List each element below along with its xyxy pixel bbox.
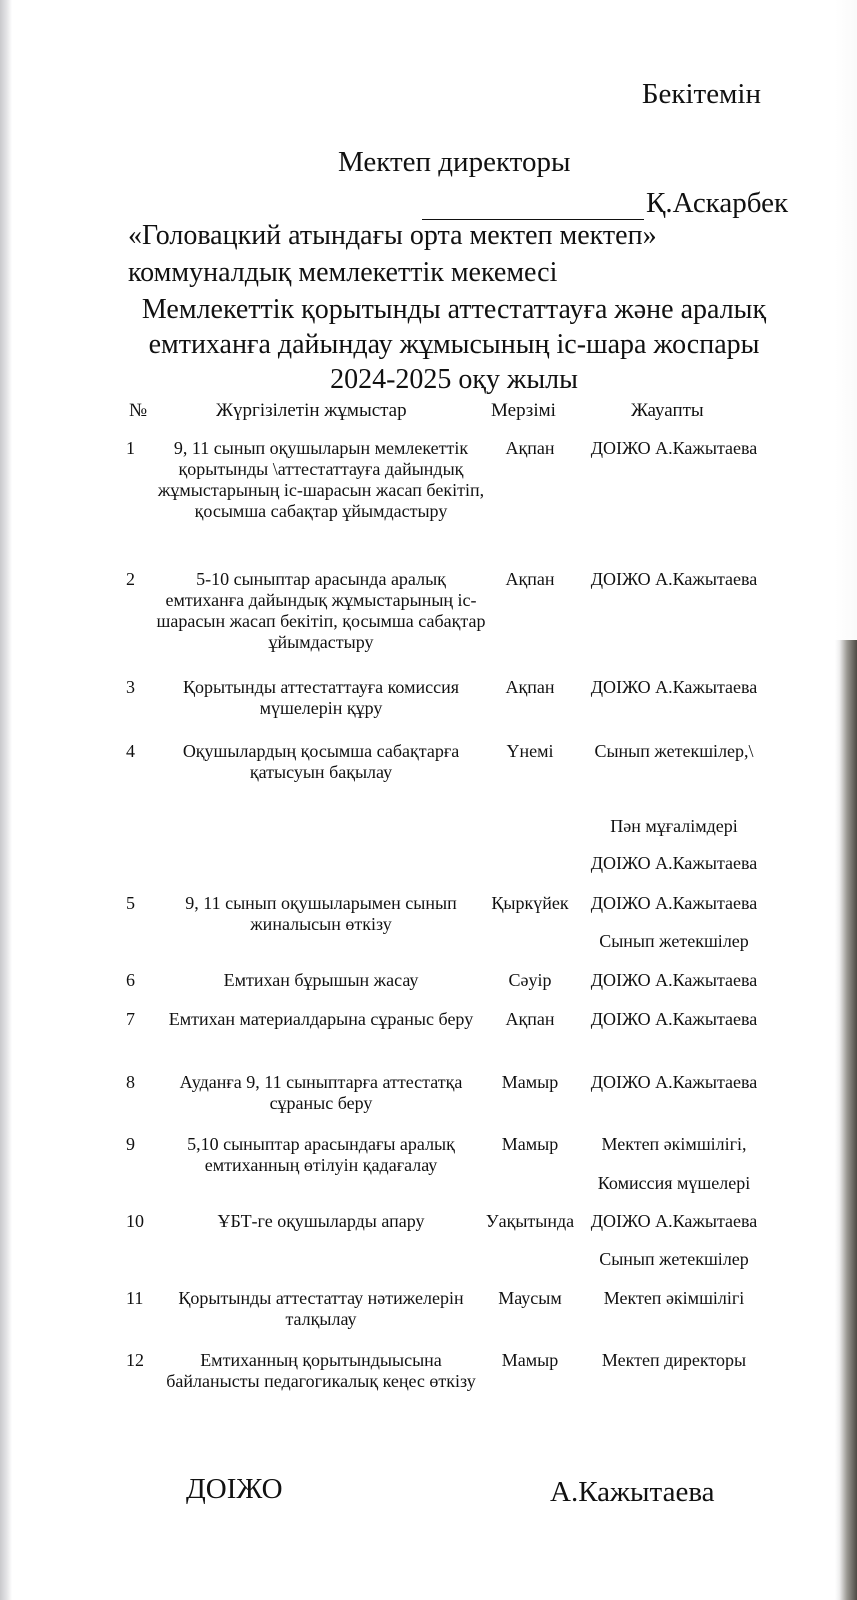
photo-edge-left	[0, 0, 12, 1600]
row-work: Емтихан материалдарына сұраныс беру	[168, 1009, 474, 1029]
row-responsible: ДОІЖО А.Кажытаева	[590, 569, 758, 589]
row-work: 9, 11 сынып оқушыларымен сынып жиналысын өткізу	[185, 893, 457, 934]
approval-label: Бекітемін	[641, 78, 761, 110]
column-header-term: Мерзімі	[491, 400, 556, 421]
row-work: Емтиханның қорытындыысына байланысты педагогикалық кеңес өткізу	[166, 1350, 476, 1391]
row-work: 9, 11 сынып оқушыларын мемлекеттік қорытынды \аттестаттауға дайындық жұмыстарының іс-шарасын жасап бекітіп, қосымша сабақтар ұйымдастыру	[157, 438, 485, 521]
row-work: Оқушылардың қосымша сабақтарға қатысуын бақылау	[182, 741, 460, 782]
row-term: Мамыр	[501, 1072, 559, 1092]
row-term: Сәуір	[508, 970, 552, 990]
row-number: 4	[126, 741, 135, 761]
row-work: 5,10 сыныптар арасындағы аралық емтиханның өтілуін қадағалау	[187, 1134, 455, 1175]
column-header-work: Жүргізілетін жұмыстар	[216, 400, 407, 421]
row-responsible-extra: ДОІЖО А.Кажытаева	[590, 853, 758, 873]
row-term: Қыркүйек	[491, 893, 569, 913]
row-number: 2	[126, 569, 135, 589]
row-number: 9	[126, 1134, 135, 1154]
row-responsible-extra: Пән мұғалімдері	[610, 816, 738, 836]
row-term: Маусым	[498, 1288, 562, 1308]
footer-name: А.Кажытаева	[550, 1476, 715, 1508]
column-header-number: №	[129, 400, 148, 421]
row-number: 3	[126, 677, 135, 697]
row-term: Үнемі	[506, 741, 554, 761]
document-title: Мемлекеттік қорытынды аттестаттауға және аралық емтиханға дайындау жұмысының іс-шара жоспары 2024-2025 оқу жылы	[141, 294, 767, 395]
row-number: 11	[126, 1288, 144, 1308]
row-number: 6	[126, 970, 135, 990]
row-responsible: ДОІЖО А.Кажытаева	[590, 438, 758, 458]
row-responsible: ДОІЖО А.Кажытаева	[590, 970, 758, 990]
row-number: 8	[126, 1072, 135, 1092]
row-work: ҰБТ-ге оқушыларды апару	[217, 1211, 425, 1231]
row-term: Ақпан	[505, 677, 555, 697]
director-title: Мектеп директоры	[338, 146, 571, 178]
row-term: Ақпан	[505, 438, 555, 458]
row-responsible: ДОІЖО А.Кажытаева	[590, 677, 758, 697]
column-header-responsible: Жауапты	[631, 400, 704, 421]
row-number: 10	[126, 1211, 144, 1231]
row-work: Қорытынды аттестаттауға комиссия мүшелерін құру	[182, 677, 460, 718]
row-responsible: ДОІЖО А.Кажытаева	[590, 1211, 758, 1231]
row-responsible-extra: Сынып жетекшілер	[599, 1249, 749, 1269]
row-term: Мамыр	[501, 1134, 559, 1154]
row-responsible-extra: Комиссия мүшелері	[597, 1173, 751, 1193]
row-responsible: ДОІЖО А.Кажытаева	[590, 893, 758, 913]
document-page	[12, 0, 835, 1600]
row-responsible: ДОІЖО А.Кажытаева	[590, 1009, 758, 1029]
row-number: 7	[126, 1009, 135, 1029]
row-number: 5	[126, 893, 135, 913]
row-term: Мамыр	[501, 1350, 559, 1370]
photo-edge-right-top	[835, 0, 857, 640]
row-term: Ақпан	[505, 569, 555, 589]
row-term: Уақытында	[485, 1211, 575, 1231]
signature-blank	[422, 191, 644, 220]
director-signature-line	[422, 187, 788, 220]
school-name-line1: «Головацкий атындағы орта мектеп мектеп»	[128, 220, 657, 251]
row-responsible: Сынып жетекшілер,\	[594, 741, 754, 761]
row-number: 12	[126, 1350, 144, 1370]
row-responsible: Мектеп әкімшілігі,	[601, 1134, 747, 1154]
row-work: Емтихан бұрышын жасау	[223, 970, 419, 990]
row-work: Ауданға 9, 11 сыныптарға аттестатқа сұраныс беру	[179, 1072, 463, 1113]
row-number: 1	[126, 438, 135, 458]
row-responsible: Мектеп директоры	[601, 1350, 747, 1370]
row-work: Қорытынды аттестаттау нәтижелерін талқылау	[178, 1288, 464, 1329]
row-responsible: ДОІЖО А.Кажытаева	[590, 1072, 758, 1092]
director-name: Қ.Аскарбек	[646, 187, 789, 219]
row-responsible: Мектеп әкімшілігі	[603, 1288, 745, 1308]
row-work: 5-10 сыныптар арасында аралық емтиханға дайындық жұмыстарының іс-шарасын жасап бекітіп, қосымша сабақтар ұйымдастыру	[156, 569, 486, 652]
row-responsible-extra: Сынып жетекшілер	[599, 931, 749, 951]
footer-position: ДОІЖО	[186, 1473, 283, 1505]
row-term: Ақпан	[505, 1009, 555, 1029]
school-name-line2: коммуналдық мемлекеттік мекемесі	[128, 257, 558, 288]
